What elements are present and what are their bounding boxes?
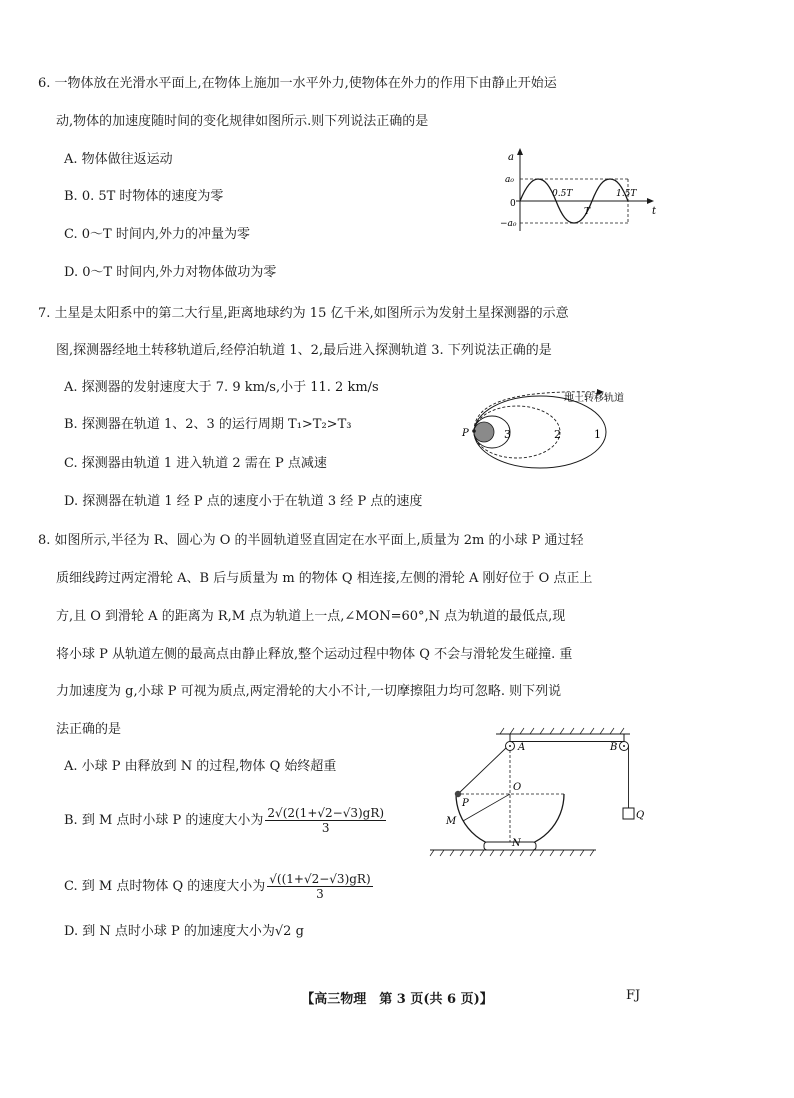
- point-n-label: N: [512, 838, 521, 849]
- q8-stem-line5: 力加速度为 g,小球 P 可视为质点,两定滑轮的大小不计,一切摩擦阻力均可忽略. 则下列说: [56, 684, 562, 699]
- page-footer-title: 【高三物理 第 3 页(共 6 页)】: [301, 992, 493, 1007]
- q6-acceleration-graph: [500, 146, 660, 236]
- orbit-3-label: 3: [504, 428, 511, 441]
- graph-t-label: T: [584, 207, 591, 217]
- q6-option-a: A. 物体做往返运动: [64, 152, 173, 167]
- q8-option-b-fraction: [265, 806, 386, 835]
- q8-option-d: D. 到 N 点时小球 P 的加速度大小为√2 g: [64, 924, 304, 939]
- orbit-1-label: 1: [594, 428, 601, 441]
- pulley-b-label: B: [610, 742, 618, 753]
- q8-option-a: A. 小球 P 由释放到 N 的过程,物体 Q 始终超重: [64, 759, 337, 774]
- transfer-orbit-label: 地土转移轨道: [564, 393, 624, 404]
- q7-option-b: B. 探测器在轨道 1、2、3 的运行周期 T₁>T₂>T₃: [64, 417, 352, 432]
- q8-stem-line4: 将小球 P 从轨道左侧的最高点由静止释放,整个运动过程中物体 Q 不会与滑轮发生碰撞. 重: [56, 647, 573, 662]
- q7-option-c: C. 探测器由轨道 1 进入轨道 2 需在 P 点减速: [64, 456, 327, 471]
- ball-p-label: P: [462, 798, 469, 809]
- point-m-label: M: [446, 816, 457, 827]
- block-q-label: Q: [636, 810, 645, 821]
- q8-option-c-numerator: √((1+√2−√3)gR): [269, 872, 371, 886]
- q6-stem-line1: 6. 一物体放在光滑水平面上,在物体上施加一水平外力,使物体在外力的作用下由静止开始运: [38, 76, 557, 91]
- q8-option-c: [64, 872, 373, 901]
- q8-pulley-diagram: [426, 726, 650, 862]
- orbit-2-label: 2: [554, 428, 561, 441]
- point-p-label: P: [462, 428, 469, 439]
- q8-option-b-denominator: 3: [321, 821, 330, 835]
- q7-orbit-diagram: [440, 382, 660, 482]
- q8-option-c-text: C. 到 M 点时物体 Q 的速度大小为: [64, 879, 266, 894]
- center-o-label: O: [513, 782, 522, 793]
- graph-neg-a0-label: −a₀: [500, 219, 517, 229]
- page-footer-code: FJ: [626, 988, 641, 1003]
- q8-stem-line2: 质细线跨过两定滑轮 A、B 后与质量为 m 的物体 Q 相连接,左侧的滑轮 A 刚好位于 O 点正上: [56, 571, 593, 586]
- q8-option-c-denominator: 3: [316, 887, 324, 901]
- q8-option-b-text: B. 到 M 点时小球 P 的速度大小为: [64, 813, 264, 828]
- graph-half-t-label: 0.5T: [552, 189, 573, 199]
- q6-option-d: D. 0～T 时间内,外力对物体做功为零: [64, 265, 277, 280]
- graph-axis-t-label: t: [652, 206, 657, 217]
- q8-stem-line1: 8. 如图所示,半径为 R、圆心为 O 的半圆轨道竖直固定在水平面上,质量为 2m 的小球 P 通过轻: [38, 533, 584, 548]
- q7-option-a: A. 探测器的发射速度大于 7. 9 km/s,小于 11. 2 km/s: [64, 380, 379, 395]
- q7-option-d: D. 探测器在轨道 1 经 P 点的速度小于在轨道 3 经 P 点的速度: [64, 494, 423, 509]
- q8-option-c-fraction: [267, 872, 372, 901]
- q6-option-c: C. 0～T 时间内,外力的冲量为零: [64, 227, 250, 242]
- q8-stem-line3: 方,且 O 到滑轮 A 的距离为 R,M 点为轨道上一点,∠MON=60°,N 点为轨道的最低点,现: [56, 609, 566, 624]
- pulley-a-label: A: [518, 742, 526, 753]
- q6-stem-line2: 动,物体的加速度随时间的变化规律如图所示.则下列说法正确的是: [56, 114, 429, 129]
- q7-stem-line1: 7. 土星是太阳系中的第二大行星,距离地球约为 15 亿千米,如图所示为发射土星探测器的示意: [38, 306, 569, 321]
- graph-1-5t-label: 1.5T: [616, 189, 637, 199]
- graph-a0-label: a₀: [505, 175, 514, 185]
- graph-axis-a-label: a: [508, 152, 514, 163]
- graph-origin-label: 0: [510, 199, 516, 209]
- q7-stem-line2: 图,探测器经地土转移轨道后,经停泊轨道 1、2,最后进入探测轨道 3. 下列说法正确的是: [56, 343, 552, 358]
- q8-option-b-numerator: 2√(2(1+√2−√3)gR): [267, 806, 385, 820]
- q6-option-b: B. 0. 5T 时物体的速度为零: [64, 189, 224, 204]
- q8-option-b: [64, 806, 386, 835]
- q8-stem-line6: 法正确的是: [56, 722, 122, 737]
